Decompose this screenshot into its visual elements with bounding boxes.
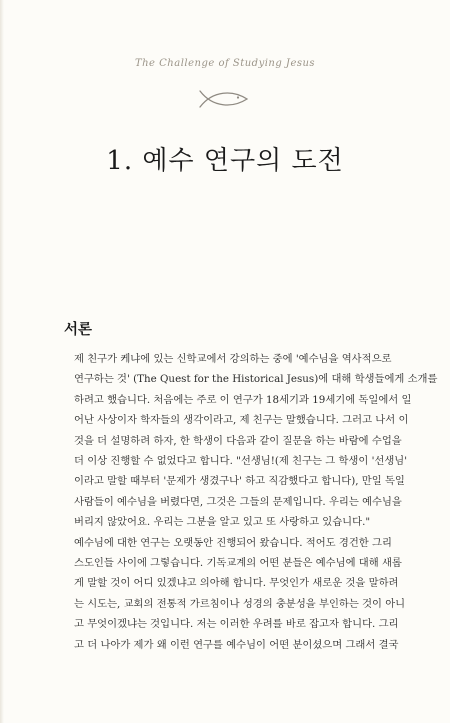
chapter-title: 1. 예수 연구의 도전 [106,146,344,176]
text-line: 어난 사상이자 학자들의 생각이라고, 제 친구는 말했습니다. 그러고 나서 이 [74,414,409,427]
text-line: 이라고 말할 때부터 '문제가 생겼구나' 하고 직감했다고 합니다), 만일 독일 [74,475,405,488]
page-edge-shadow [0,0,4,723]
text-line: 제 친구가 케냐에 있는 신학교에서 강의하는 중에 '예수님을 역사적으로 [74,353,392,365]
text-line: 고 더 나아가 제가 왜 이런 연구를 예수님이 어떤 분이셨으며 그래서 결국 [74,638,399,651]
text-line: 것을 더 설명하려 하자, 한 학생이 다음과 같이 질문을 하는 바람에 수업을 [74,434,402,447]
paragraph [64,533,406,655]
text-line: 는 시도는, 교회의 전통적 가르침이나 성경의 충분성을 부인하는 것이 아니 [74,597,406,610]
running-header: The Challenge of Studying Jesus [134,58,316,69]
paragraph [64,349,438,533]
text-line: 예수님에 대한 연구는 오랫동안 진행되어 왔습니다. 적어도 경건한 그리 [74,536,392,549]
text-line: 스도인들 사이에 그렇습니다. 기독교계의 어떤 분들은 예수님에 대해 새롭 [74,557,402,570]
section-heading: 서론 [64,322,93,338]
text-line: 연구하는 것' (The Quest for the Historical Jesus)에 대해 학생들에게 소개를 [74,373,438,386]
ichthys-fish-icon [197,88,253,110]
body-text [64,349,438,655]
text-line: 하려고 했습니다. 처음에는 주로 이 연구가 18세기과 19세기에 독일에서 일 [74,393,412,406]
text-line: 게 말할 것이 어디 있겠냐고 의아해 합니다. 무엇인가 새로운 것을 말하려 [74,577,399,590]
text-line: 더 이상 진행할 수 없었다고 합니다. "선생님!(제 친구는 그 학생이 '선생님' [74,455,408,468]
text-line: 사람들이 예수님을 버렸다면, 그것은 그들의 문제입니다. 우리는 예수님을 [74,495,402,508]
text-line: 고 무엇이겠냐는 것입니다. 저는 이러한 우려를 바로 잡고자 합니다. 그리 [74,618,399,631]
text-line: 버리지 않았어요. 우리는 그분을 알고 있고 또 사랑하고 있습니다." [74,516,371,529]
